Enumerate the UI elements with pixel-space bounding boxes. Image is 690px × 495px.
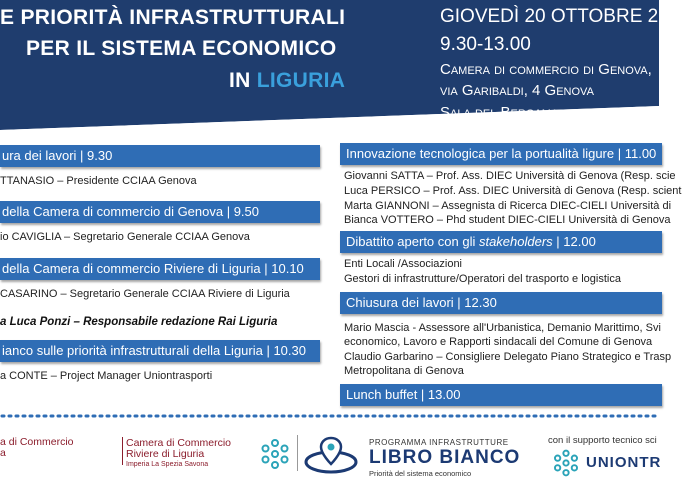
left-session-libro-bianco: ianco sulle priorità infrastrutturali della Liguria | 10.30 bbox=[0, 340, 320, 362]
uniontrasporti-wordmark: UNIONTR bbox=[586, 454, 662, 471]
right-speaker: Luca PERSICO – Prof. Ass. DIEC Università di Genova (Resp. scient bbox=[344, 185, 682, 197]
support-text: con il supporto tecnico sci bbox=[548, 435, 657, 446]
title-line-2: PER IL SISTEMA ECONOMICO bbox=[26, 37, 337, 60]
logo-cciaa-riviere-line2: Riviere di Liguria bbox=[126, 448, 205, 460]
left-speaker: TTANASIO – Presidente CCIAA Genova bbox=[0, 175, 197, 187]
left-session-opening: ura dei lavori | 9.30 bbox=[0, 145, 320, 167]
right-speaker: Marta GIANNONI – Assegnista di Ricerca DIEC-CIELI Università di bbox=[344, 200, 672, 212]
left-speaker: a CONTE – Project Manager Uniontrasporti bbox=[0, 370, 213, 382]
event-time: 9.30-13.00 bbox=[440, 34, 531, 55]
logo-cciaa-riviere-line1: Camera di Commercio bbox=[126, 437, 232, 449]
logo-divider bbox=[122, 437, 123, 465]
left-session-cciaa-riviere: della Camera di commercio Riviere di Liguria | 10.10 bbox=[0, 258, 320, 280]
left-speaker: io CAVIGLIA – Segretario Generale CCIAA Genova bbox=[0, 231, 250, 243]
right-participant: Gestori di infrastrutture/Operatori del trasporto e logistica bbox=[344, 273, 621, 285]
libro-bianco-program: PROGRAMMA INFRASTRUTTURE bbox=[369, 438, 509, 447]
right-speaker: Claudio Garbarino – Consigliere Delegato Piano Strategico e Trasp bbox=[344, 351, 672, 363]
right-speaker: Mario Mascia - Assessore all'Urbanistica, Demanio Marittimo, Svi bbox=[344, 322, 661, 334]
map-pin-road-icon bbox=[302, 434, 360, 476]
moderator: a Luca Ponzi – Responsabile redazione Rai Liguria bbox=[0, 316, 278, 328]
logo-cciaa-genova-line1: a di Commercio bbox=[0, 436, 74, 448]
uniontrasporti-logo-icon bbox=[551, 448, 581, 478]
right-session-debate: Dibattito aperto con gli stakeholders | 12.00 bbox=[340, 231, 662, 253]
title-line-1: E PRIORITÀ INFRASTRUTTURALI bbox=[0, 6, 346, 29]
event-address: via Garibaldi, 4 Genova bbox=[440, 82, 594, 99]
right-speaker: Metropolitana di Genova bbox=[344, 365, 464, 377]
left-speaker: CASARINO – Segretario Generale CCIAA Riviere di Liguria bbox=[0, 288, 290, 300]
right-speaker: economico, Lavoro e Rapporti sindacali del Comune di Genova bbox=[344, 336, 653, 348]
right-session-lunch: Lunch buffet | 13.00 bbox=[340, 384, 662, 406]
right-session-innovation: Innovazione tecnologica per la portualità ligure | 11.00 bbox=[340, 143, 662, 165]
dotted-divider bbox=[0, 413, 659, 419]
event-room: Sala del Bergamasco bbox=[440, 104, 583, 121]
logo-cciaa-genova-line2: a bbox=[0, 447, 6, 459]
libro-bianco-title: LIBRO BIANCO bbox=[369, 447, 521, 468]
event-venue: Camera di commercio di Genova, bbox=[440, 61, 652, 78]
network-snowflake-icon bbox=[258, 437, 292, 471]
title-highlight: LIGURIA bbox=[256, 69, 346, 92]
title-line-3: IN LIGURIA bbox=[229, 69, 346, 92]
libro-bianco-subtitle: Priorità del sistema economico bbox=[369, 469, 472, 478]
right-session-closing: Chiusura dei lavori | 12.30 bbox=[340, 292, 662, 314]
logo-cciaa-riviere-sub: Imperia La Spezia Savona bbox=[126, 461, 209, 468]
right-participant: Enti Locali /Associazioni bbox=[344, 258, 463, 270]
right-speaker: Giovanni SATTA – Prof. Ass. DIEC Università di Genova (Resp. scie bbox=[344, 170, 676, 182]
event-date: GIOVEDÌ 20 OTTOBRE 2022 bbox=[440, 6, 690, 27]
logo-divider bbox=[297, 435, 298, 471]
right-speaker: Bianca VOTTERO – Phd student DIEC-CIELI Università di Genova bbox=[344, 214, 671, 226]
left-session-cciaa-genova: della Camera di commercio di Genova | 9.50 bbox=[0, 201, 320, 223]
